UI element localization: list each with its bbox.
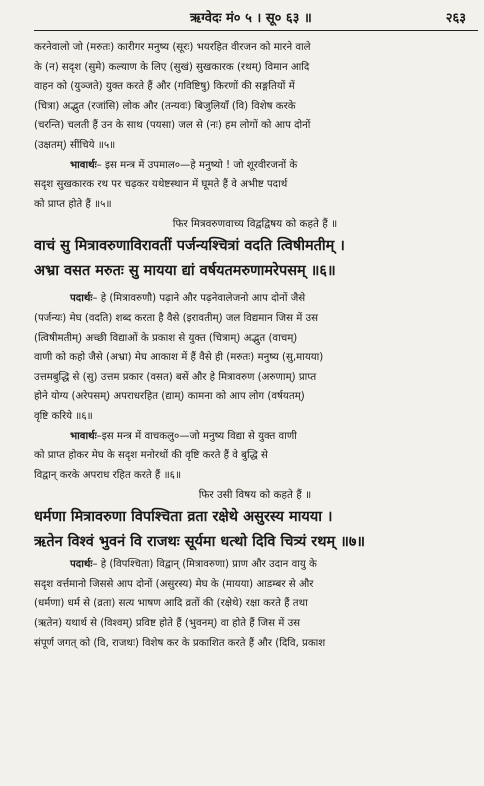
- bhavartha-label: भावार्थः: [70, 430, 97, 442]
- text-line: करनेवालो जो (मरुतः) कारीगर मनुष्य (सूरः) भयरहित वीरजन को मारने वाले: [34, 42, 311, 53]
- text-line: वृष्टि करिये ॥६॥: [34, 410, 93, 422]
- text-line: (पर्जन्यः) मेघ (वदति) शब्द करता है वैसे (इरावतीम्) जल विद्यमान जिस में उस: [34, 312, 319, 324]
- text-line: सदृश सुखकारक रथ पर चढ़कर यथेष्टस्थान में घूमते हैं वे अभीष्ट पदार्थ: [34, 179, 288, 191]
- text-line: पदार्थः– हे (मित्रावरुणौ) पढ़ाने और पढ़नेवालेजनो आप दोनों जैसे: [70, 293, 306, 305]
- verse5-bhavartha: [34, 156, 476, 215]
- text-line: के (न) सदृश (सुमे) कल्याण के लिए (सुखं) सुखकारक (रथम्) विमान आदि: [34, 61, 310, 73]
- text-line: (धर्मणा) धर्म से (व्रता) सत्य भाषण आदि व्रतों की (रक्षेथे) रक्षा करते हैं तथा: [34, 598, 308, 610]
- running-title: ऋग्वेदः मं० ५ । सू० ६३ ॥: [190, 11, 312, 26]
- text-line: भावार्थः– इस मन्त्र में उपमाल०—हे मनुष्यो ! जो शूरवीरजनों के: [70, 159, 298, 171]
- verse7-padartha: [34, 555, 476, 653]
- text-line: वाणी को कहो जैसे (अभ्रा) मेघ आकाश में हैं वैसे ही (मरुतः) मनुष्य (सु,मायया): [34, 352, 324, 364]
- subject-heading: फिर उसी विषय को कहते हैं ॥: [198, 489, 312, 502]
- verse5-padartha-continued: [34, 38, 476, 156]
- text-line: विद्वान् करके अपराध रहित करते हैं ॥६॥: [34, 469, 182, 481]
- mantra-6: [34, 234, 476, 284]
- text-line: सदृश वर्त्तमानो जिससे आप दोनों (असुरस्य) मेघ के (मायया) आडम्बर से और: [34, 578, 314, 590]
- padartha-label: पदार्थः: [70, 293, 93, 305]
- mantra-line: ऋतेन विश्वं भुवनं वि राजथः सूर्यमा धत्थो दिवि चित्र्यं रथम् ॥७॥: [34, 534, 366, 551]
- bhavartha-label: भावार्थः: [70, 159, 97, 171]
- text-line: संपूर्ण जगत् को (वि, राजथः) विशेष कर के प्रकाशित करते हैं और (दिवि, प्रकाश: [34, 637, 326, 649]
- verse6-padartha: [34, 289, 476, 426]
- text-line: को प्राप्त होते हैं ॥५॥: [34, 198, 112, 210]
- subject-heading: फिर मित्रवरुणवाच्य विद्वद्विषय को कहते हैं ॥: [172, 218, 338, 231]
- mantra-7: [34, 505, 476, 555]
- text-line: (चित्रा) अद्भुत (रजांसि) लोक और (तन्यवः) बिजुलियाँ (वि) विशेष करके: [34, 100, 296, 112]
- mantra-line: वाचं सु मित्रावरुणाविरावतीं पर्जन्यश्चित्रां वदति त्विषीमतीम् ।: [34, 238, 345, 255]
- text-line: (ऋतेन) यथार्थ से (विश्वम्) प्रविष्ट होते हैं (भुवनम्) वा होते हैं जिस में उस: [34, 618, 301, 630]
- page-body: [34, 38, 476, 653]
- verse6-bhavartha: [34, 427, 476, 486]
- mantra-line: अभ्रा वसत मरुतः सु मायया द्यां वर्षयतमरुणामरेपसम् ॥६॥: [34, 263, 336, 280]
- text-line: उत्तमबुद्धि से (सु) उत्तम प्रकार (वसत) बसें और हे मित्रावरुण (अरुणाम्) प्राप्त: [34, 371, 317, 383]
- padartha-label: पदार्थः: [70, 559, 93, 571]
- text-line: भावार्थः–इस मन्त्र में वाचकलु०—जो मनुष्य विद्या से युक्त वाणी: [70, 430, 297, 442]
- page-header: [40, 6, 474, 30]
- text-line: वाहन को (युञ्जते) युक्त करते हैं और (गविष्टिषु) किरणों की सङ्गतियों में: [34, 81, 295, 93]
- text-line: (चरन्ति) चलती हैं उन के साथ (पयसा) जल से (नः) हम लोगों को आप दोनों: [34, 120, 311, 132]
- page-number: २६३: [445, 11, 466, 26]
- header-rule: [34, 30, 478, 31]
- text-line: होने योग्य (अरेपसम्) अपराधरहित (द्याम्) कामना को आप लोग (वर्षयतम्): [34, 391, 305, 403]
- text-line: (त्विषीमतीम्) अच्छी विद्याओं के प्रकाश से युक्त (चित्राम्) अद्भुत (वाचम्): [34, 332, 298, 344]
- text-line: पदार्थः– हे (विपश्चिता) विद्वान् (मित्रावरुणा) प्राण और उदान वायु के: [70, 559, 317, 571]
- mantra-line: धर्मणा मित्रावरुणा विपश्चिता व्रता रक्षेथे असुरस्य मायया ।: [34, 509, 333, 526]
- text-line: को प्राप्त होकर मेघ के सदृश मनोरथों की वृष्टि करते हैं वे बुद्धि से: [34, 450, 268, 462]
- text-line: (उक्षतम्) सींचिये ॥५॥: [34, 139, 116, 151]
